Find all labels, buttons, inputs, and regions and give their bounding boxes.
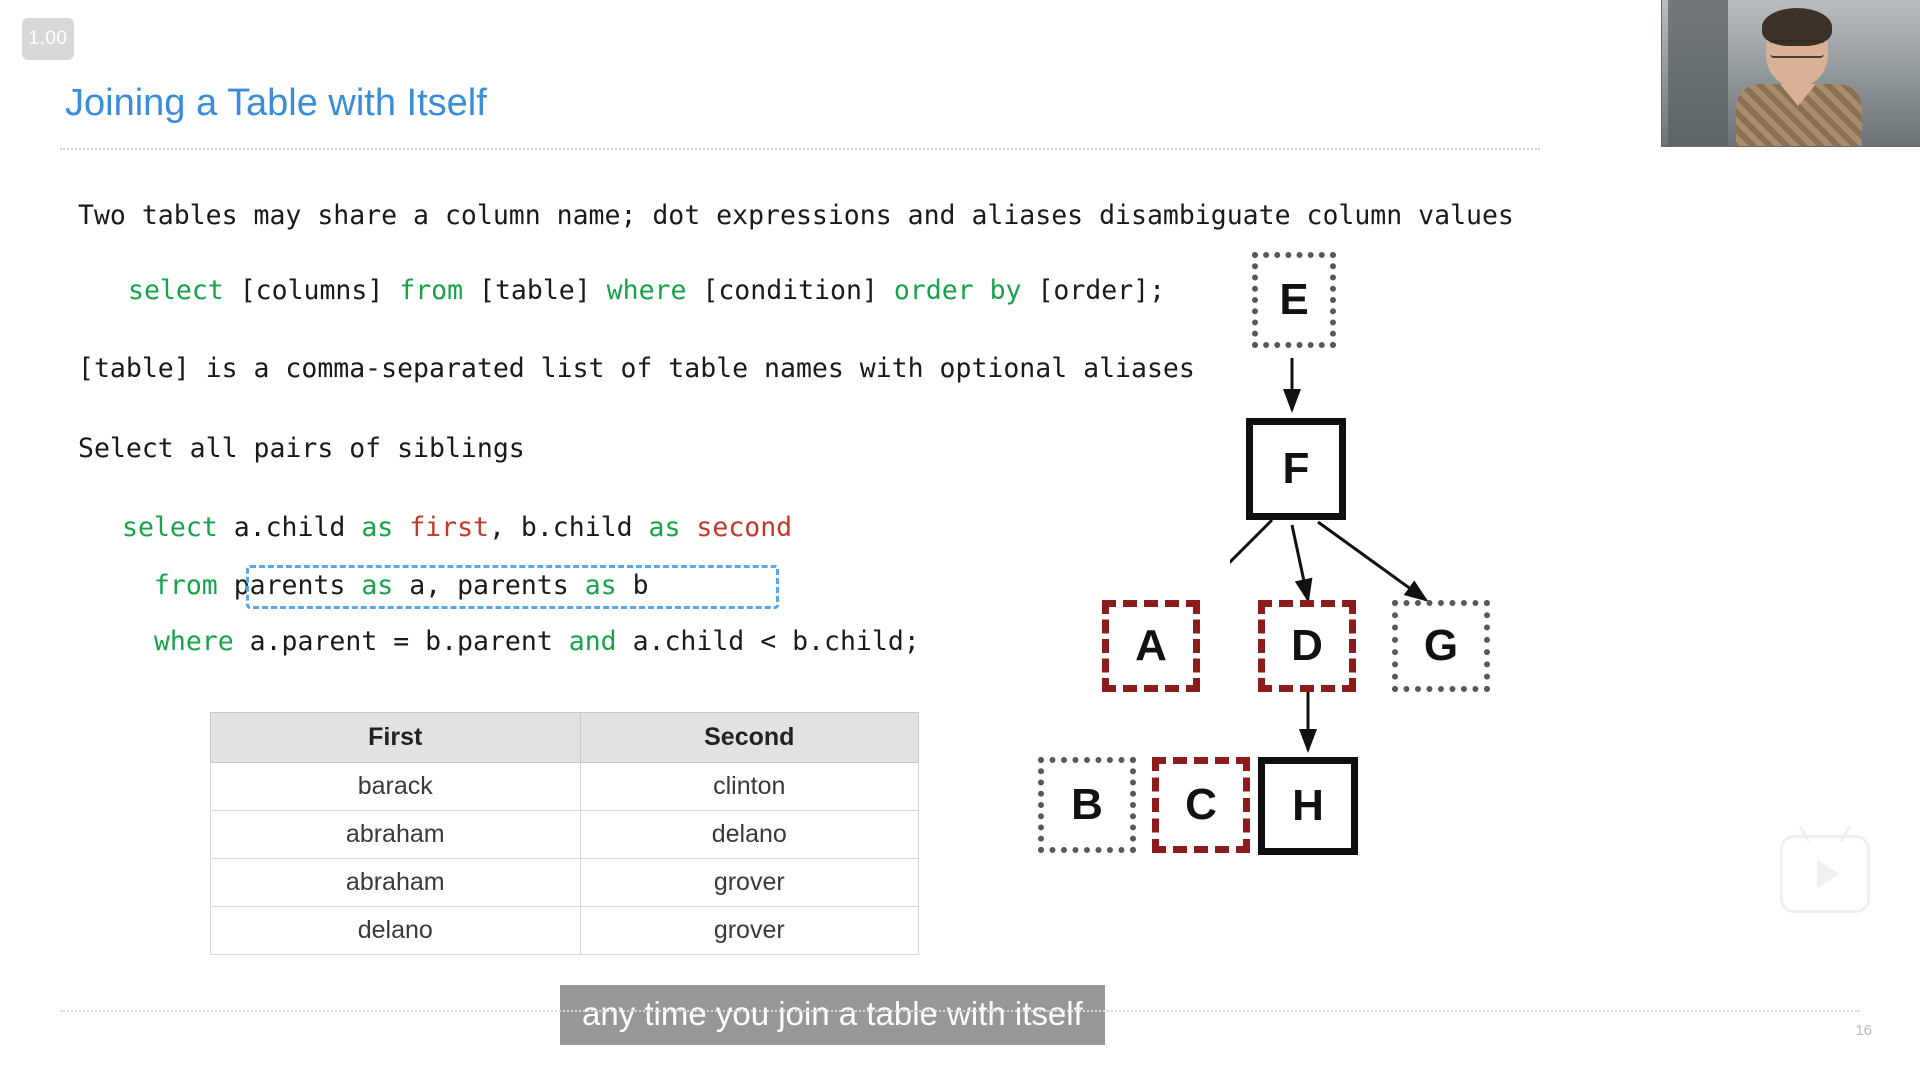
from-clause-highlight-box [246, 565, 779, 609]
table-row [211, 811, 919, 859]
graph-node-e: E [1252, 252, 1336, 348]
graph-node-h: H [1258, 757, 1358, 855]
from-keyword: from [399, 275, 480, 306]
glasses-icon [1770, 40, 1824, 58]
cell-second: grover [580, 859, 918, 907]
results-table [210, 712, 919, 955]
watch-later-icon[interactable] [1780, 835, 1870, 913]
column-header-first: First [211, 713, 581, 763]
alias-first: first [409, 512, 489, 543]
webcam-door [1668, 0, 1728, 146]
cell-first: abraham [211, 811, 581, 859]
title-divider [60, 148, 1540, 150]
cell-second: clinton [580, 763, 918, 811]
condition-placeholder: [condition] [702, 275, 894, 306]
order-by-keyword: order by [893, 275, 1038, 306]
graph-node-g: G [1392, 600, 1490, 692]
query-from-keyword: from [122, 570, 234, 601]
where-keyword: where [606, 275, 703, 306]
query-as-keyword-3: as [361, 570, 410, 601]
query-as-keyword-2: as [648, 512, 697, 543]
query-condition-1: a.parent = b.parent [249, 626, 569, 657]
query-as-keyword-4: as [584, 570, 633, 601]
cell-first: barack [211, 763, 581, 811]
playback-speed-badge[interactable]: 1.00 [22, 18, 74, 60]
cell-second: grover [580, 907, 918, 955]
intro-line: Two tables may share a column name; dot expressions and aliases disambiguate column values [78, 200, 1514, 231]
query-select-keyword: select [122, 512, 234, 543]
footer-divider [60, 1010, 1860, 1012]
graph-node-f: F [1246, 418, 1346, 520]
query-and-keyword: and [568, 626, 633, 657]
alias-second: second [696, 512, 793, 543]
query-where-keyword: where [122, 626, 250, 657]
query-line-3 [122, 626, 920, 657]
play-triangle-icon [1817, 860, 1839, 888]
table-header-row [211, 713, 919, 763]
query-as-keyword-1: as [361, 512, 410, 543]
prompt-line: Select all pairs of siblings [78, 433, 525, 464]
select-keyword: select [128, 275, 240, 306]
graph-node-a: A [1102, 600, 1200, 692]
table-description-line: [table] is a comma-separated list of table names with optional aliases [78, 353, 1195, 384]
table-row [211, 907, 919, 955]
cell-second: delano [580, 811, 918, 859]
page-number: 16 [1855, 1022, 1872, 1039]
page-title: Joining a Table with Itself [65, 82, 487, 124]
columns-placeholder: [columns] [239, 275, 400, 306]
caption-text: any time you join a table with itself [560, 985, 1105, 1045]
query-table-parents-2: a, parents [409, 570, 585, 601]
column-header-second: Second [580, 713, 918, 763]
query-condition-2: a.child < b.child; [632, 626, 920, 657]
order-placeholder: [order]; [1037, 275, 1166, 306]
query-line-1 [122, 512, 792, 543]
presenter-webcam-thumbnail[interactable] [1661, 0, 1920, 147]
cell-first: abraham [211, 859, 581, 907]
query-col-b: , b.child [488, 512, 649, 543]
query-table-parents-1: parents [233, 570, 362, 601]
graph-node-b: B [1038, 757, 1136, 853]
table-row [211, 763, 919, 811]
table-row [211, 859, 919, 907]
graph-node-c: C [1152, 757, 1250, 853]
table-placeholder: [table] [479, 275, 607, 306]
icon-ears [1799, 825, 1851, 841]
query-alias-b: b [632, 570, 649, 601]
graph-node-d: D [1258, 600, 1356, 692]
sql-syntax-line [128, 275, 1165, 306]
cell-first: delano [211, 907, 581, 955]
query-col-a: a.child [233, 512, 362, 543]
